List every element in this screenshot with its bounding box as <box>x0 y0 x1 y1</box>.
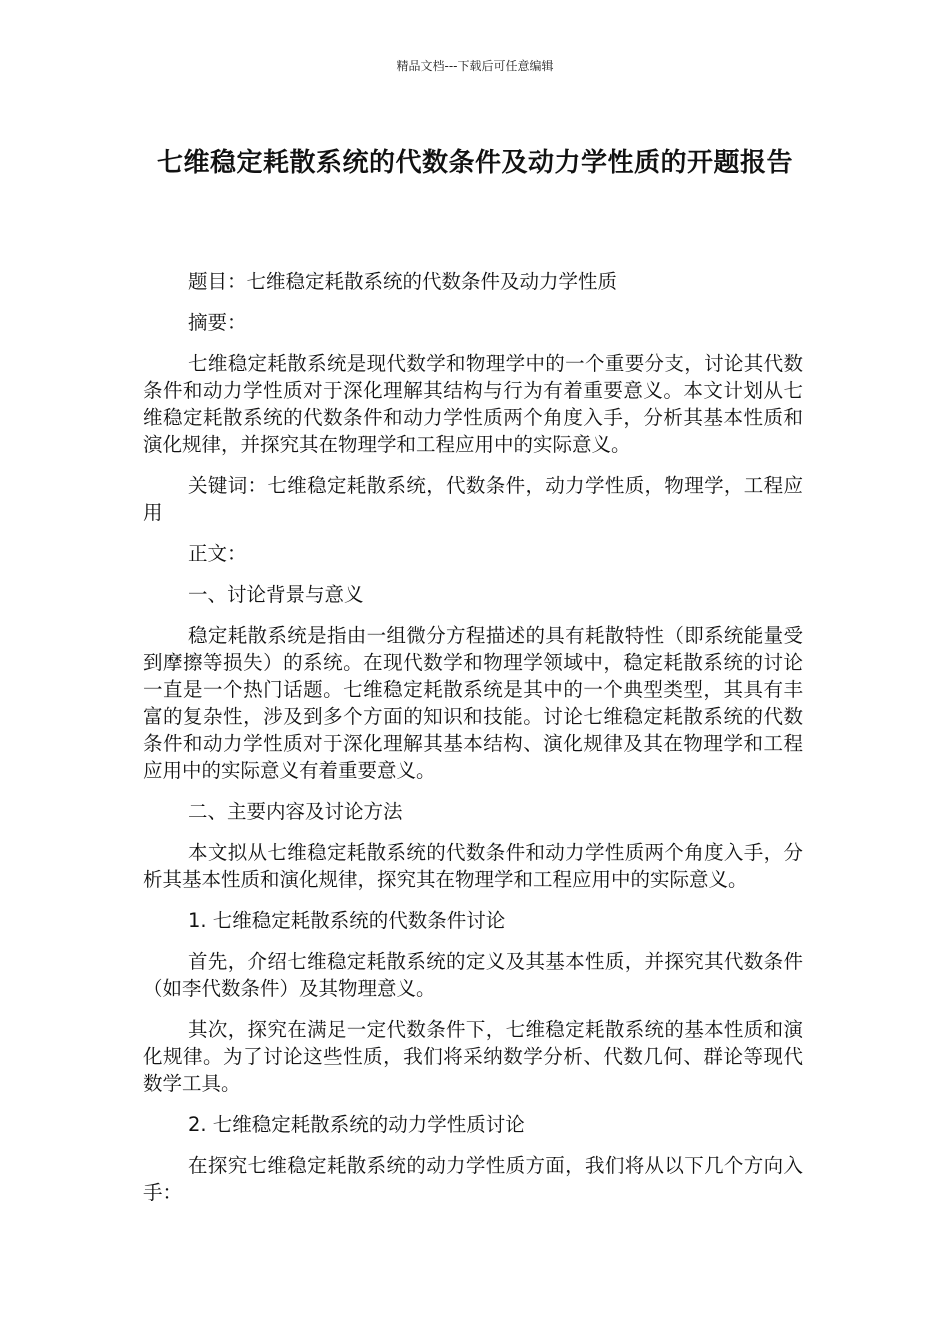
content-intro-paragraph: 本文拟从七维稳定耗散系统的代数条件和动力学性质两个角度入手，分析其基本性质和演化规律，探究其在物理学和工程应用中的实际意义。 <box>143 841 803 891</box>
section-heading-1: 一、讨论背景与意义 <box>188 583 364 606</box>
background-paragraph: 稳定耗散系统是指由一组微分方程描述的具有耗散特性（即系统能量受到摩擦等损失）的系统。在现代数学和物理学领域中，稳定耗散系统的讨论一直是一个热门话题。七维稳定耗散系统是其中的一个典型类型，其具有丰富的复杂性，涉及到多个方面的知识和技能。讨论七维稳定耗散系统的代数条件和动力学性质对于深化理解其基本结构、演化规律及其在物理学和工程应用中的实际意义有着重要意义。 <box>143 624 803 782</box>
subsection-heading-1: 1. 七维稳定耗散系统的代数条件讨论 <box>188 909 506 932</box>
abstract-heading: 摘要： <box>188 311 247 334</box>
document-body <box>143 268 803 1220</box>
subsection-heading-2: 2. 七维稳定耗散系统的动力学性质讨论 <box>188 1113 525 1136</box>
topic-line: 题目：七维稳定耗散系统的代数条件及动力学性质 <box>188 270 618 293</box>
body-heading: 正文： <box>188 542 247 565</box>
algebraic-paragraph-2: 其次，探究在满足一定代数条件下，七维稳定耗散系统的基本性质和演化规律。为了讨论这些性质，我们将采纳数学分析、代数几何、群论等现代数学工具。 <box>143 1018 803 1095</box>
document-title: 七维稳定耗散系统的代数条件及动力学性质的开题报告 <box>156 148 793 178</box>
page-header: 精品文档---下载后可任意编辑 <box>396 59 554 73</box>
algebraic-paragraph-1: 首先，介绍七维稳定耗散系统的定义及其基本性质，并探究其代数条件（如李代数条件）及其物理意义。 <box>143 950 803 1000</box>
abstract-paragraph: 七维稳定耗散系统是现代数学和物理学中的一个重要分支，讨论其代数条件和动力学性质对于深化理解其结构与行为有着重要意义。本文计划从七维稳定耗散系统的代数条件和动力学性质两个角度入手，分析其基本性质和演化规律，并探究其在物理学和工程应用中的实际意义。 <box>143 352 803 456</box>
dynamics-paragraph: 在探究七维稳定耗散系统的动力学性质方面，我们将从以下几个方向入手： <box>143 1154 803 1204</box>
section-heading-2: 二、主要内容及讨论方法 <box>188 800 403 823</box>
keywords-line: 关键词：七维稳定耗散系统，代数条件，动力学性质，物理学，工程应用 <box>143 474 803 524</box>
